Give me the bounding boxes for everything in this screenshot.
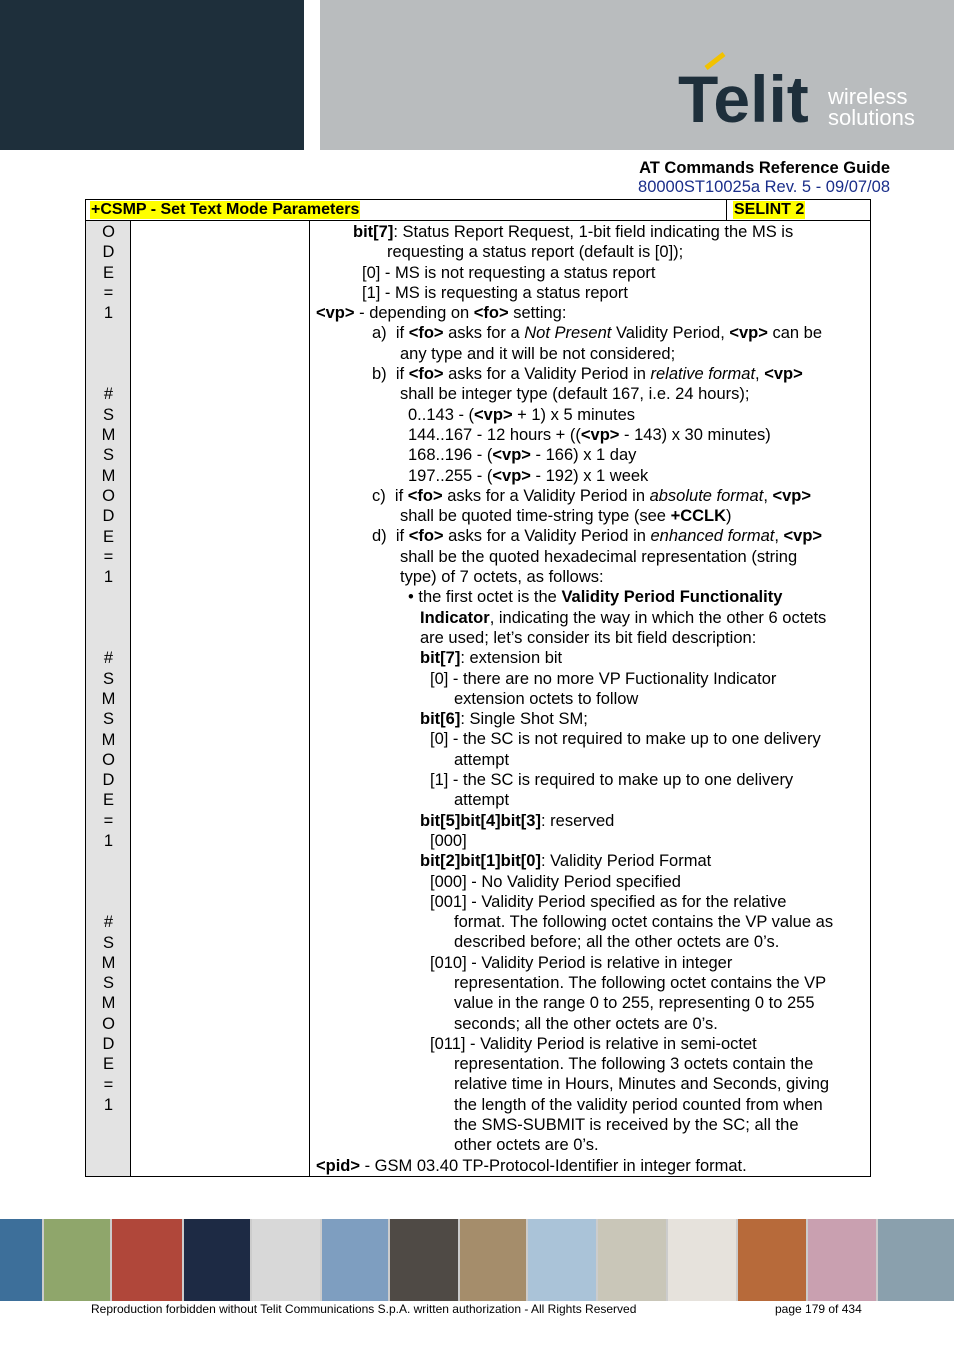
line-25: bit[6]: Single Shot SM; (420, 710, 588, 729)
logo-tagline-2: solutions (828, 105, 915, 130)
left-column-char: M (101, 466, 116, 485)
left-column-char: M (101, 994, 116, 1013)
left-column-char: = (103, 283, 114, 302)
left-column-char: # (103, 913, 114, 932)
line-04: [1] - MS is requesting a status report (362, 283, 628, 302)
header-dark-panel (0, 0, 304, 150)
line-27: attempt (454, 750, 510, 769)
list-item-b: b) if <fo> asks for a Validity Period in relative format, <vp> (372, 365, 803, 384)
line-31: [000] (430, 831, 467, 850)
bullet-item: • the first octet is the Validity Period Functionality (408, 588, 783, 607)
command-table (85, 199, 871, 1177)
photo-tile (390, 1219, 458, 1301)
telit-logo (676, 50, 928, 130)
left-column-char: E (102, 791, 114, 810)
left-column-char: # (103, 649, 114, 668)
photo-tile (808, 1219, 876, 1301)
line-03: [0] - MS is not requesting a status report (362, 263, 656, 282)
line-15: shall be quoted time-string type (see +CCLK) (400, 507, 732, 526)
left-column-char: = (103, 1075, 114, 1094)
line-39: value in the range 0 to 255, representing 0 to 255 (454, 994, 815, 1013)
page-number: page 179 of 434 (775, 1302, 862, 1316)
line-07: any type and it will be not considered; (400, 344, 676, 363)
left-column-char: O (102, 1014, 115, 1033)
left-column-char: S (102, 933, 114, 952)
photo-tile (738, 1219, 806, 1301)
table-header-row (86, 200, 870, 221)
list-item-c: c) if <fo> asks for a Validity Period in absolute format, <vp> (372, 486, 812, 505)
parameter-description (316, 222, 866, 1176)
left-column-char: = (103, 547, 114, 566)
left-column-char: 1 (103, 1095, 114, 1114)
left-column-char: M (101, 730, 116, 749)
left-mode-column (86, 221, 131, 1176)
line-47: <pid> - GSM 03.40 TP-Protocol-Identifier in integer format. (316, 1156, 747, 1175)
line-38: representation. The following octet contains the VP (454, 973, 827, 992)
line-44: the length of the validity period counted from when (454, 1095, 823, 1114)
photo-tile (598, 1219, 666, 1301)
left-column-char: M (101, 689, 116, 708)
photo-tile (44, 1219, 110, 1301)
left-column-char: = (103, 811, 114, 830)
line-35: format. The following octet contains the VP value as (454, 913, 834, 932)
photo-tile (0, 1219, 42, 1301)
line-41: [011] - Validity Period is relative in semi-octet (430, 1034, 757, 1053)
photo-tile (112, 1219, 182, 1301)
left-column-char: 1 (103, 304, 114, 323)
line-22: bit[7]: extension bit (420, 649, 563, 668)
command-title: +CSMP - Set Text Mode Parameters (91, 201, 360, 218)
left-column-char: 1 (103, 832, 114, 850)
logo-tagline-1: wireless (828, 84, 908, 109)
left-column-char: S (102, 710, 114, 729)
line-43: relative time in Hours, Minutes and Seconds, giving (454, 1075, 830, 1094)
line-18: type) of 7 octets, as follows: (400, 568, 604, 587)
line-42: representation. The following 3 octets contain the (454, 1055, 814, 1074)
line-05: <vp> - depending on <fo> setting: (316, 304, 567, 323)
left-column-char: E (102, 263, 114, 282)
left-column-char: M (101, 953, 116, 972)
line-11: 144..167 - 12 hours + ((<vp> - 143) x 30 minutes) (408, 425, 771, 444)
line-32: bit[2]bit[1]bit[0]: Validity Period Format (420, 852, 712, 871)
left-column-char: O (102, 486, 115, 505)
left-column-char: D (102, 1035, 115, 1053)
line-45: the SMS-SUBMIT is received by the SC; all the (454, 1116, 799, 1135)
line-17: shall be the quoted hexadecimal representation (string (400, 547, 798, 566)
left-column-char: S (102, 669, 114, 688)
line-33: [000] - No Validity Period specified (430, 872, 681, 891)
line-10: 0..143 - (<vp> + 1) x 5 minutes (408, 405, 636, 424)
line-12: 168..196 - (<vp> - 166) x 1 day (408, 446, 637, 465)
line-23: [0] - there are no more VP Fuctionality Indicator (430, 669, 777, 688)
left-column-char: E (102, 527, 114, 546)
header-divider (726, 200, 727, 220)
line-29: attempt (454, 791, 510, 810)
doc-reference: 80000ST10025a Rev. 5 - 09/07/08 (638, 178, 890, 196)
left-column-char: S (102, 446, 114, 465)
line-24: extension octets to follow (454, 689, 639, 708)
photo-tile (184, 1219, 250, 1301)
line-13: 197..255 - (<vp> - 192) x 1 week (408, 466, 649, 485)
line-01: bit[7]: Status Report Request, 1-bit field indicating the MS is (353, 223, 794, 241)
line-30: bit[5]bit[4]bit[3]: reserved (420, 811, 615, 830)
left-column-char: D (102, 507, 115, 526)
photo-tile (322, 1219, 388, 1301)
selint-tag: SELINT 2 (734, 201, 805, 218)
line-28: [1] - the SC is required to make up to one delivery (430, 771, 794, 790)
line-36: described before; all the other octets are 0’s. (454, 933, 780, 952)
left-column-char: # (103, 385, 114, 404)
photo-tile (528, 1219, 596, 1301)
left-column-char: S (102, 405, 114, 424)
photo-tile (460, 1219, 526, 1301)
photo-tile (252, 1219, 320, 1301)
left-column-char: E (102, 1055, 114, 1074)
line-09: shall be integer type (default 167, i.e. 24 hours); (400, 385, 750, 404)
line-26: [0] - the SC is not required to make up to one delivery (430, 730, 821, 749)
photo-tile (668, 1219, 736, 1301)
list-item-a: a) if <fo> asks for a Not Present Validity Period, <vp> can be (372, 324, 823, 343)
line-21: are used; let’s consider its bit field description: (420, 628, 757, 647)
logo-brand-text: Telit (678, 62, 809, 130)
line-02: requesting a status report (default is [0]); (387, 243, 684, 262)
left-column-char: 1 (103, 568, 114, 587)
line-20: Indicator, indicating the way in which the other 6 octets (420, 608, 827, 627)
left-column-char: S (102, 974, 114, 993)
left-column-char: O (102, 750, 115, 769)
list-item-d: d) if <fo> asks for a Validity Period in enhanced format, <vp> (372, 527, 823, 546)
left-column-char: D (102, 771, 115, 790)
left-column-char: D (102, 243, 115, 262)
footer-photo-strip (0, 1219, 954, 1301)
middle-empty-column (131, 221, 310, 1176)
footer-notice: Reproduction forbidden without Telit Communications S.p.A. written authorization - All Rights Reserved (91, 1302, 637, 1316)
left-column-char: O (102, 223, 115, 241)
left-column-char: M (101, 426, 116, 444)
line-40: seconds; all the other octets are 0’s. (454, 1014, 718, 1033)
line-46: other octets are 0’s. (454, 1136, 599, 1155)
line-37: [010] - Validity Period is relative in integer (430, 953, 733, 972)
doc-title: AT Commands Reference Guide (639, 159, 890, 177)
photo-tile (878, 1219, 954, 1301)
line-34: [001] - Validity Period specified as for the relative (430, 892, 787, 911)
